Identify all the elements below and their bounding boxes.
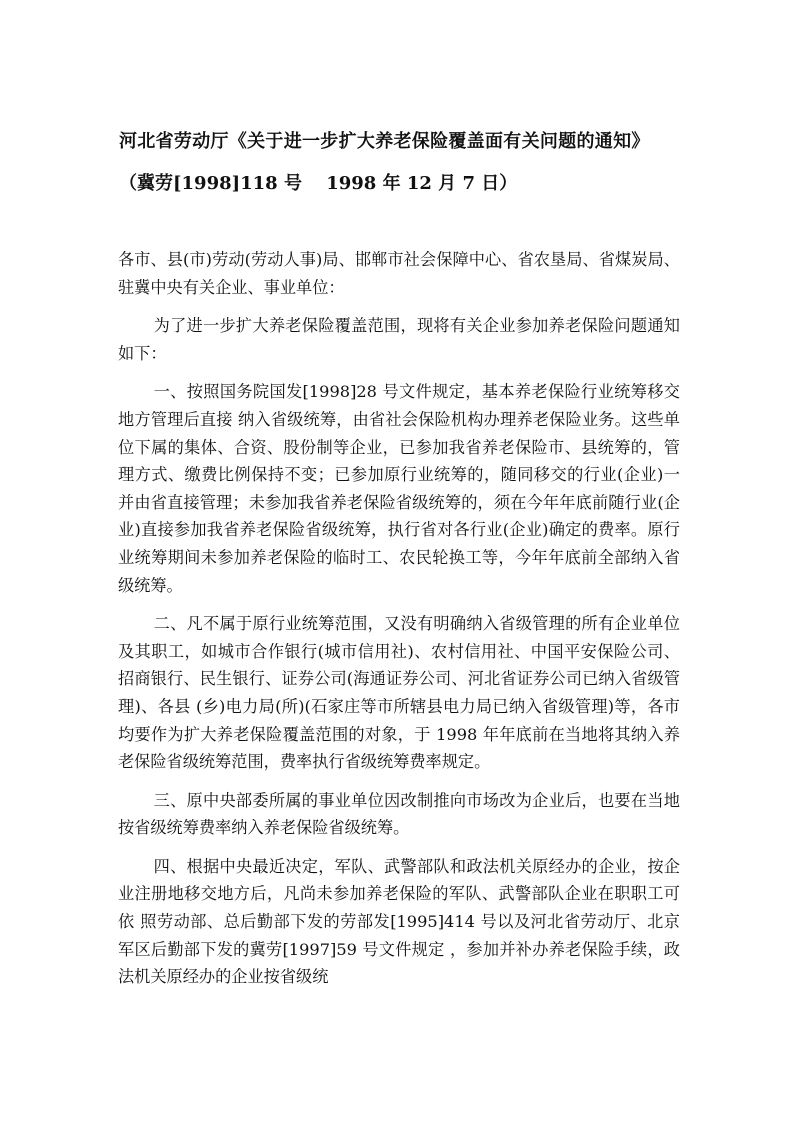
paragraph-intro: 为了进一步扩大养老保险覆盖范围，现将有关企业参加养老保险问题通知如下： <box>118 316 680 363</box>
paragraph-item-3: 三、原中央部委所属的事业单位因改制推向市场改为企业后，也要在当地按省级统筹费率纳入养老保险省级统筹。 <box>118 790 680 838</box>
document-body <box>118 246 680 1002</box>
salutation: 各市、县(市)劳动(劳动人事)局、邯郸市社会保障中心、省农垦局、省煤炭局、驻冀中央有关企业、事业单位： <box>118 250 680 297</box>
paragraph-item-2: 二、凡不属于原行业统筹范围，又没有明确纳入省级管理的所有企业单位及其职工，如城市合作银行(城市信用社)、农村信用社、中国平安保险公司、招商银行、民生银行、证券公司(海通证券公司、河北省证券公司已纳入省级管理)、各县 (乡)电力局(所)(石家庄等市所辖县电力局已纳入省级管理)等，各市均要作为扩大养老保险覆盖范围的对象，于 1998 年年底前在当地将其纳入养老保险省级统筹范围，费率执行省级统筹费率规定。 <box>118 614 680 772</box>
document-title: 河北省劳动厅《关于进一步扩大养老保险覆盖面有关问题的通知》 <box>119 131 650 152</box>
paragraph-item-1: 一、按照国务院国发[1998]28 号文件规定，基本养老保险行业统筹移交地方管理后直接 纳入省级统筹，由省社会保险机构办理养老保险业务。这些单位下属的集体、合资、股份制等企业，已参加我省养老保险市、县统筹的，管理方式、缴费比例保持不变；已参加原行业统筹的，随同移交的行业(企业)一并由省直接管理；未参加我省养老保险省级统筹的，须在今年年底前随行业(企业)直接参加我省养老保险省级统筹，执行省对各行业(企业)确定的费率。原行业统筹期间未参加养老保险的临时工、农民轮换工等，今年年底前全部纳入省级统筹。 <box>118 382 680 595</box>
paragraph-item-4: 四、根据中央最近决定，军队、武警部队和政法机关原经办的企业，按企业注册地移交地方后，凡尚未参加养老保险的军队、武警部队企业在职职工可依 照劳动部、总后勤部下发的劳部发[1995]414 号以及河北省劳动厅、北京军区后勤部下发的冀劳[1997]59 号文件规定 ，参加并补办养老保险手续，政法机关原经办的企业按省级统 <box>118 856 680 987</box>
document-subtitle: （冀劳[1998]118 号 1998 年 12 月 7 日） <box>119 173 518 194</box>
